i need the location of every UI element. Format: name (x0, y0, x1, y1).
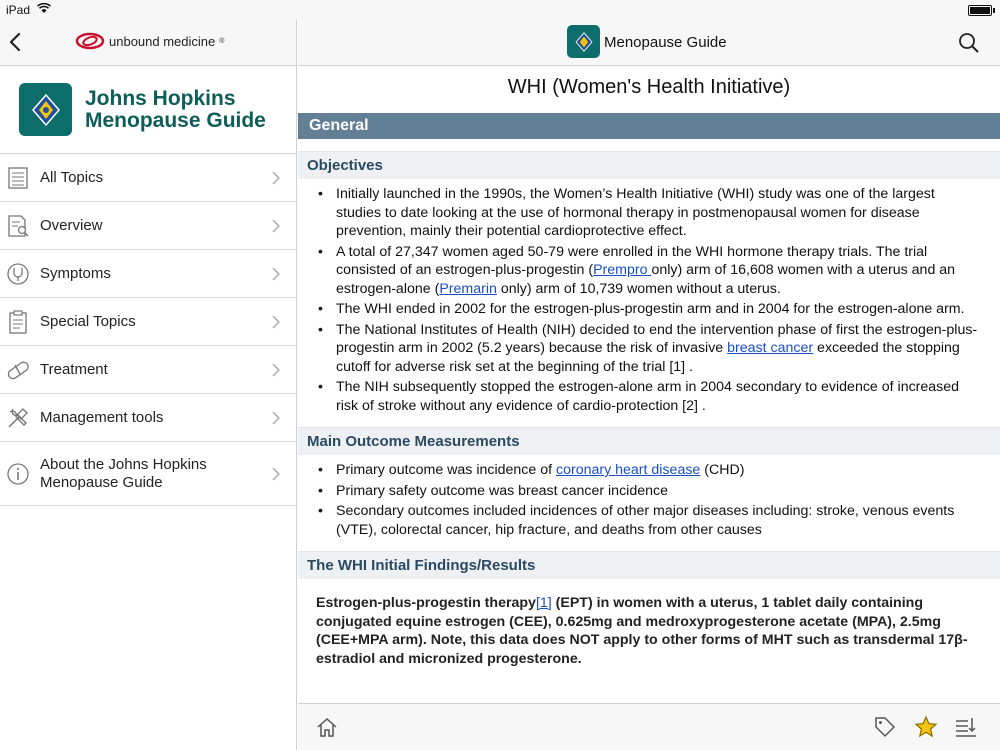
detail-pane (298, 20, 1000, 750)
unbound-logo-icon (75, 32, 105, 50)
sidebar-navbar (0, 20, 296, 66)
menu-item-special-topics[interactable] (0, 298, 296, 346)
breast-cancer-link[interactable]: breast cancer (727, 340, 814, 356)
carrier-label: iPad (6, 3, 31, 17)
reference-link[interactable]: [1] (535, 595, 552, 611)
list-item: • The WHI ended in 2002 for the estrogen-plus-progestin arm and in 2004 for the estrogen-alone arm. (318, 300, 980, 319)
app-header (0, 66, 296, 154)
battery-icon (968, 5, 992, 16)
nav-app-logo (567, 25, 600, 58)
menu-item-overview[interactable] (0, 202, 296, 250)
detail-navbar (298, 20, 1000, 66)
document-search-icon (6, 214, 30, 238)
hopkins-shield-icon (573, 31, 595, 53)
menu-item-label: About the Johns Hopkins Menopause Guide (40, 455, 207, 491)
section-heading-findings: The WHI Initial Findings/Results (298, 551, 1000, 579)
list-item: • A total of 27,347 women aged 50-79 were enrolled in the WHI hormone therapy trials. The trial consisted of an estrogen-plus-progestin (Prempro only) arm of 16,608 women with a uterus and an estrogen-alone (Premarin only) arm of 10,739 women without a uterus. (318, 243, 980, 299)
star-icon[interactable] (914, 715, 938, 739)
coronary-heart-disease-link[interactable]: coronary heart disease (556, 462, 701, 478)
chevron-right-icon (272, 411, 280, 425)
chevron-right-icon (272, 467, 280, 481)
prempro-link[interactable]: Prempro (593, 262, 652, 278)
stethoscope-icon (6, 262, 30, 286)
back-chevron-icon[interactable] (6, 30, 26, 54)
nav-title: Menopause Guide (604, 34, 727, 51)
clipboard-icon (6, 310, 30, 334)
section-band-general: General (298, 113, 1000, 139)
article-content[interactable] (298, 67, 1000, 703)
list-icon (6, 166, 30, 190)
menu-item-treatment[interactable] (0, 346, 296, 394)
list-item: • Primary safety outcome was breast cancer incidence (318, 482, 980, 501)
bottom-toolbar (298, 703, 1000, 750)
chevron-right-icon (272, 315, 280, 329)
chevron-right-icon (272, 267, 280, 281)
tools-icon (6, 406, 30, 430)
menu-item-label: Management tools (40, 408, 164, 426)
page-title: WHI (Women's Health Initiative) (507, 76, 791, 98)
list-item: • Secondary outcomes included incidences of other major diseases including: stroke, venous events (VTE), colorectal cancer, hip fracture, and deaths from other causes (318, 502, 980, 539)
status-bar (0, 0, 1000, 20)
outcomes-list (298, 455, 1000, 539)
premarin-link[interactable]: Premarin (439, 280, 497, 297)
pill-icon (6, 358, 30, 382)
sidebar (0, 20, 297, 750)
tag-icon[interactable] (874, 716, 896, 738)
chevron-right-icon (272, 171, 280, 185)
unbound-medicine-logo: unbound medicine ® (75, 32, 224, 50)
menu-item-label: Special Topics (40, 312, 136, 330)
hopkins-shield-icon (28, 92, 64, 128)
app-title: Johns Hopkins Menopause Guide (85, 87, 266, 132)
findings-paragraph: Estrogen-plus-progestin therapy[1] (EPT) in women with a uterus, 1 tablet daily containing conjugated equine estrogen (CEE), 0.625mg and medroxyprogesterone acetate (MPA), 2.5mg (CEE+MPA arm). Note, this data does NOT apply to other forms of MHT such as transdermal 17β-estradiol and micronized progesterone. (316, 595, 968, 667)
menu-item-label: Symptoms (40, 264, 111, 282)
menu-item-label: All Topics (40, 168, 104, 186)
menu-item-management-tools[interactable] (0, 394, 296, 442)
list-item: • The NIH subsequently stopped the estrogen-alone arm in 2004 secondary to evidence of increased risk of stroke without any evidence of cardio-protection [2] . (318, 378, 980, 415)
objectives-list (298, 179, 1000, 415)
app-logo (19, 83, 72, 136)
list-item: • Primary outcome was incidence of coronary heart disease (CHD) (318, 461, 980, 480)
search-icon[interactable] (958, 32, 980, 54)
list-item: • The National Institutes of Health (NIH) decided to end the intervention phase of first the estrogen-plus-progestin arm in 2002 (5.2 years) because the risk of invasive breast cancer exceeded the stopping cutoff for adverse risk set at the beginning of the trial [1] . (318, 321, 980, 377)
list-item: • Initially launched in the 1990s, the Women’s Health Initiative (WHI) study was one of the largest studies to date looking at the use of hormonal therapy in postmenopausal women for disease prevention, mainly their potential cardioprotective effect. (318, 185, 980, 241)
section-heading-outcomes: Main Outcome Measurements (298, 427, 1000, 455)
home-icon[interactable] (316, 716, 338, 738)
wifi-icon (37, 3, 51, 14)
menu-item-about[interactable] (0, 442, 296, 506)
brand-text: unbound medicine (109, 33, 216, 49)
chevron-right-icon (272, 363, 280, 377)
menu-item-all-topics[interactable] (0, 154, 296, 202)
menu-item-symptoms[interactable] (0, 250, 296, 298)
outline-list-icon[interactable] (954, 716, 978, 738)
info-icon (6, 462, 30, 486)
chevron-right-icon (272, 219, 280, 233)
section-heading-objectives: Objectives (298, 151, 1000, 179)
menu-item-label: Treatment (40, 360, 108, 378)
topic-menu (0, 154, 296, 506)
menu-item-label: Overview (40, 216, 103, 234)
